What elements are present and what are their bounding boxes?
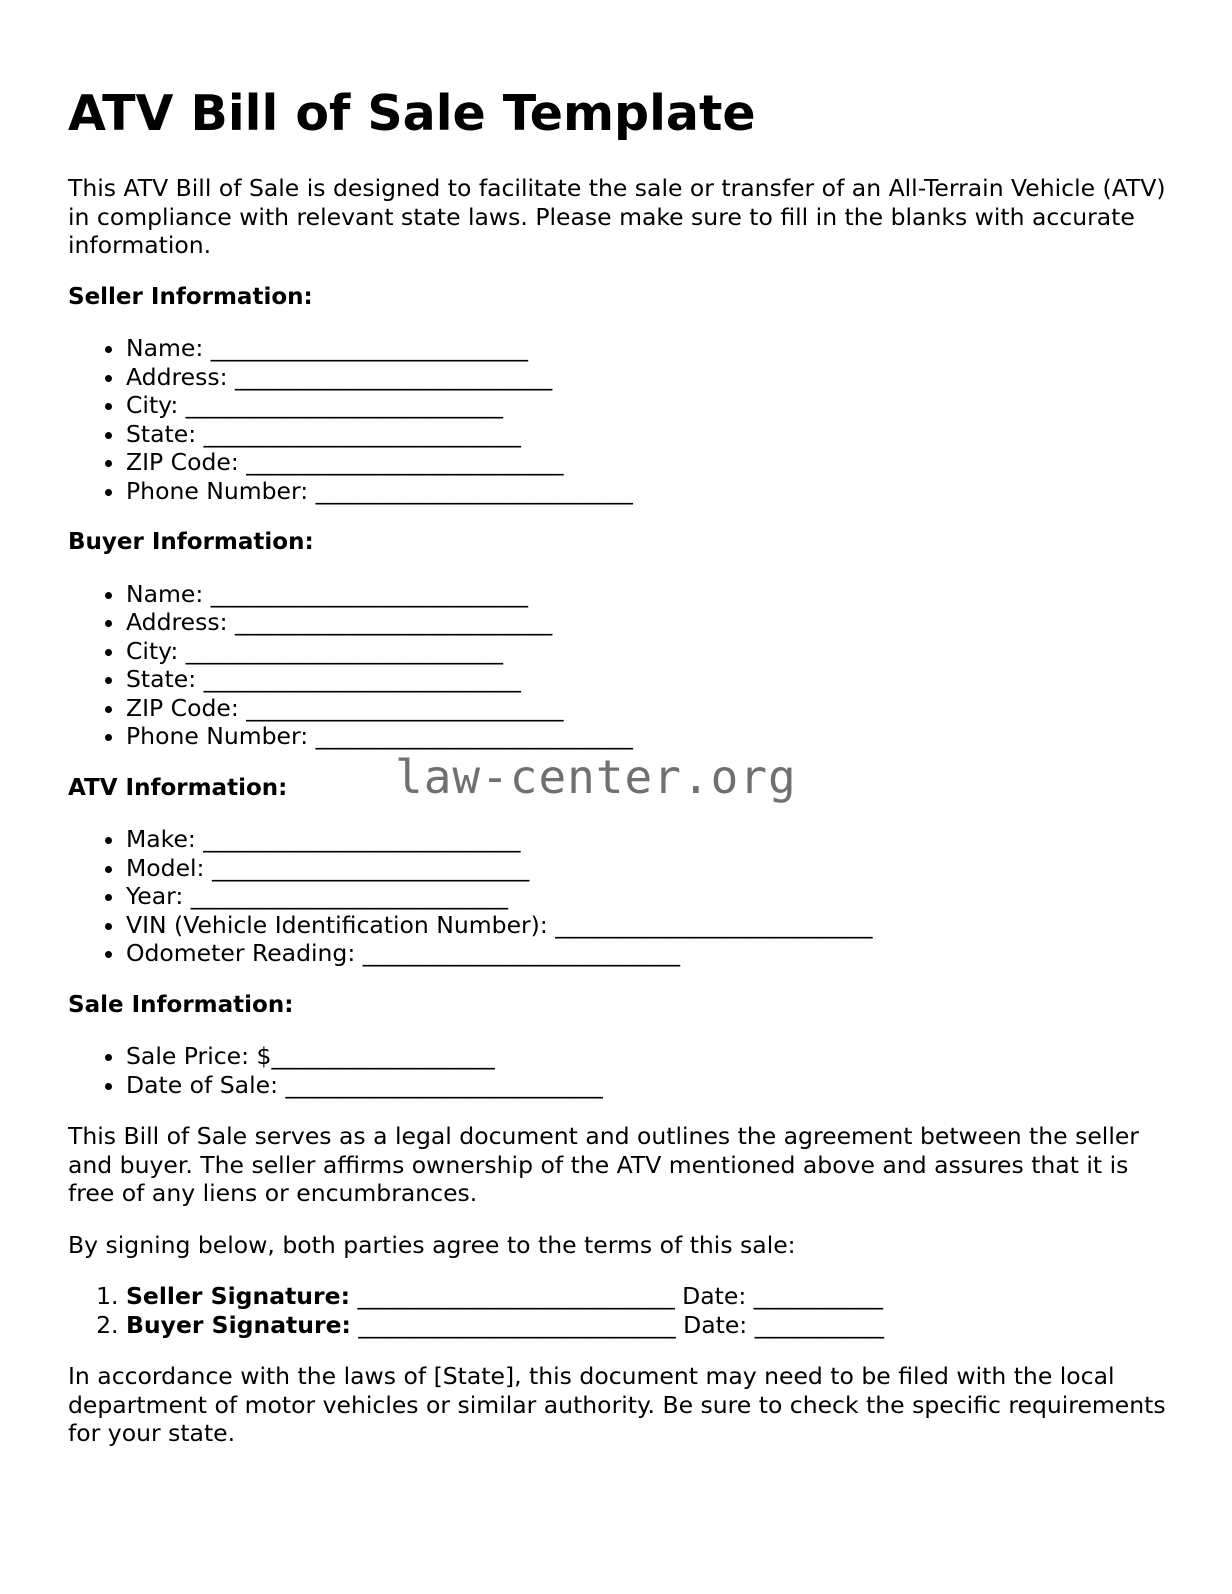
seller-state-field: • State: ___________________________ [126, 420, 1168, 449]
document-title: ATV Bill of Sale Template [68, 85, 756, 142]
seller-fields [68, 334, 1168, 505]
seller-address-field: • Address: ___________________________ [126, 363, 1168, 392]
atv-heading: ATV Information: [68, 774, 288, 801]
seller-city-field: • City: ___________________________ [126, 391, 1168, 420]
buyer-heading: Buyer Information: [68, 529, 314, 555]
seller-zip-field: • ZIP Code: ___________________________ [126, 448, 1168, 477]
buyer-address-field: • Address: ___________________________ [126, 608, 1168, 637]
buyer-signature-item [126, 1311, 1168, 1340]
signature-list [68, 1282, 1168, 1339]
signing-intro: By signing below, both parties agree to the terms of this sale: [68, 1230, 796, 1259]
atv-model-field: • Model: ___________________________ [126, 854, 1168, 883]
sale-heading: Sale Information: [68, 991, 294, 1018]
buyer-city-field: • City: ___________________________ [126, 637, 1168, 666]
atv-heading-row [68, 749, 1168, 804]
seller-signature-item [126, 1282, 1168, 1311]
document-page [68, 80, 1168, 1471]
buyer-signature-label: Buyer Signature: [126, 1310, 351, 1339]
seller-heading: Seller Information: [68, 283, 313, 310]
atv-year-field: • Year: ___________________________ [126, 882, 1168, 911]
buyer-zip-field: • ZIP Code: ___________________________ [126, 694, 1168, 723]
sale-date-field: • Date of Sale: ___________________________ [126, 1071, 1168, 1100]
seller-name-field: • Name: ___________________________ [126, 334, 1168, 363]
buyer-phone-field: • Phone Number: ___________________________ [126, 722, 1168, 751]
buyer-state-field: • State: ___________________________ [126, 665, 1168, 694]
sale-price-field: • Sale Price: $___________________ [126, 1042, 1168, 1071]
buyer-signature-line: ___________________________ Date: ___________ [350, 1310, 884, 1339]
buyer-name-field: • Name: ___________________________ [126, 580, 1168, 609]
seller-phone-field: • Phone Number: ___________________________ [126, 477, 1168, 506]
seller-signature-label: Seller Signature: [126, 1282, 350, 1310]
intro-paragraph: This ATV Bill of Sale is designed to facilitate the sale or transfer of an All-Terrain Vehicle (ATV) in compliance with relevant state laws. Please make sure to fill in the blanks with accurate information. [68, 174, 1166, 259]
atv-make-field: • Make: ___________________________ [126, 825, 1168, 854]
sale-fields [68, 1042, 1168, 1099]
buyer-fields [68, 580, 1168, 751]
closing-paragraph: In accordance with the laws of [State], this document may need to be filed with the local department of motor vehicles or similar authority. Be sure to check the specific requirements for your state. [68, 1362, 1166, 1447]
atv-odometer-field: • Odometer Reading: ___________________________ [126, 939, 1168, 968]
atv-fields [68, 825, 1168, 968]
watermark: law-center.org [395, 749, 797, 804]
agreement-paragraph: This Bill of Sale serves as a legal document and outlines the agreement between the seller and buyer. The seller affirms ownership of the ATV mentioned above and assures that it is free of any liens or encumbrances. [68, 1122, 1139, 1207]
seller-signature-line: ___________________________ Date: ___________ [349, 1282, 883, 1310]
atv-vin-field: • VIN (Vehicle Identification Number): ___________________________ [126, 911, 1168, 940]
